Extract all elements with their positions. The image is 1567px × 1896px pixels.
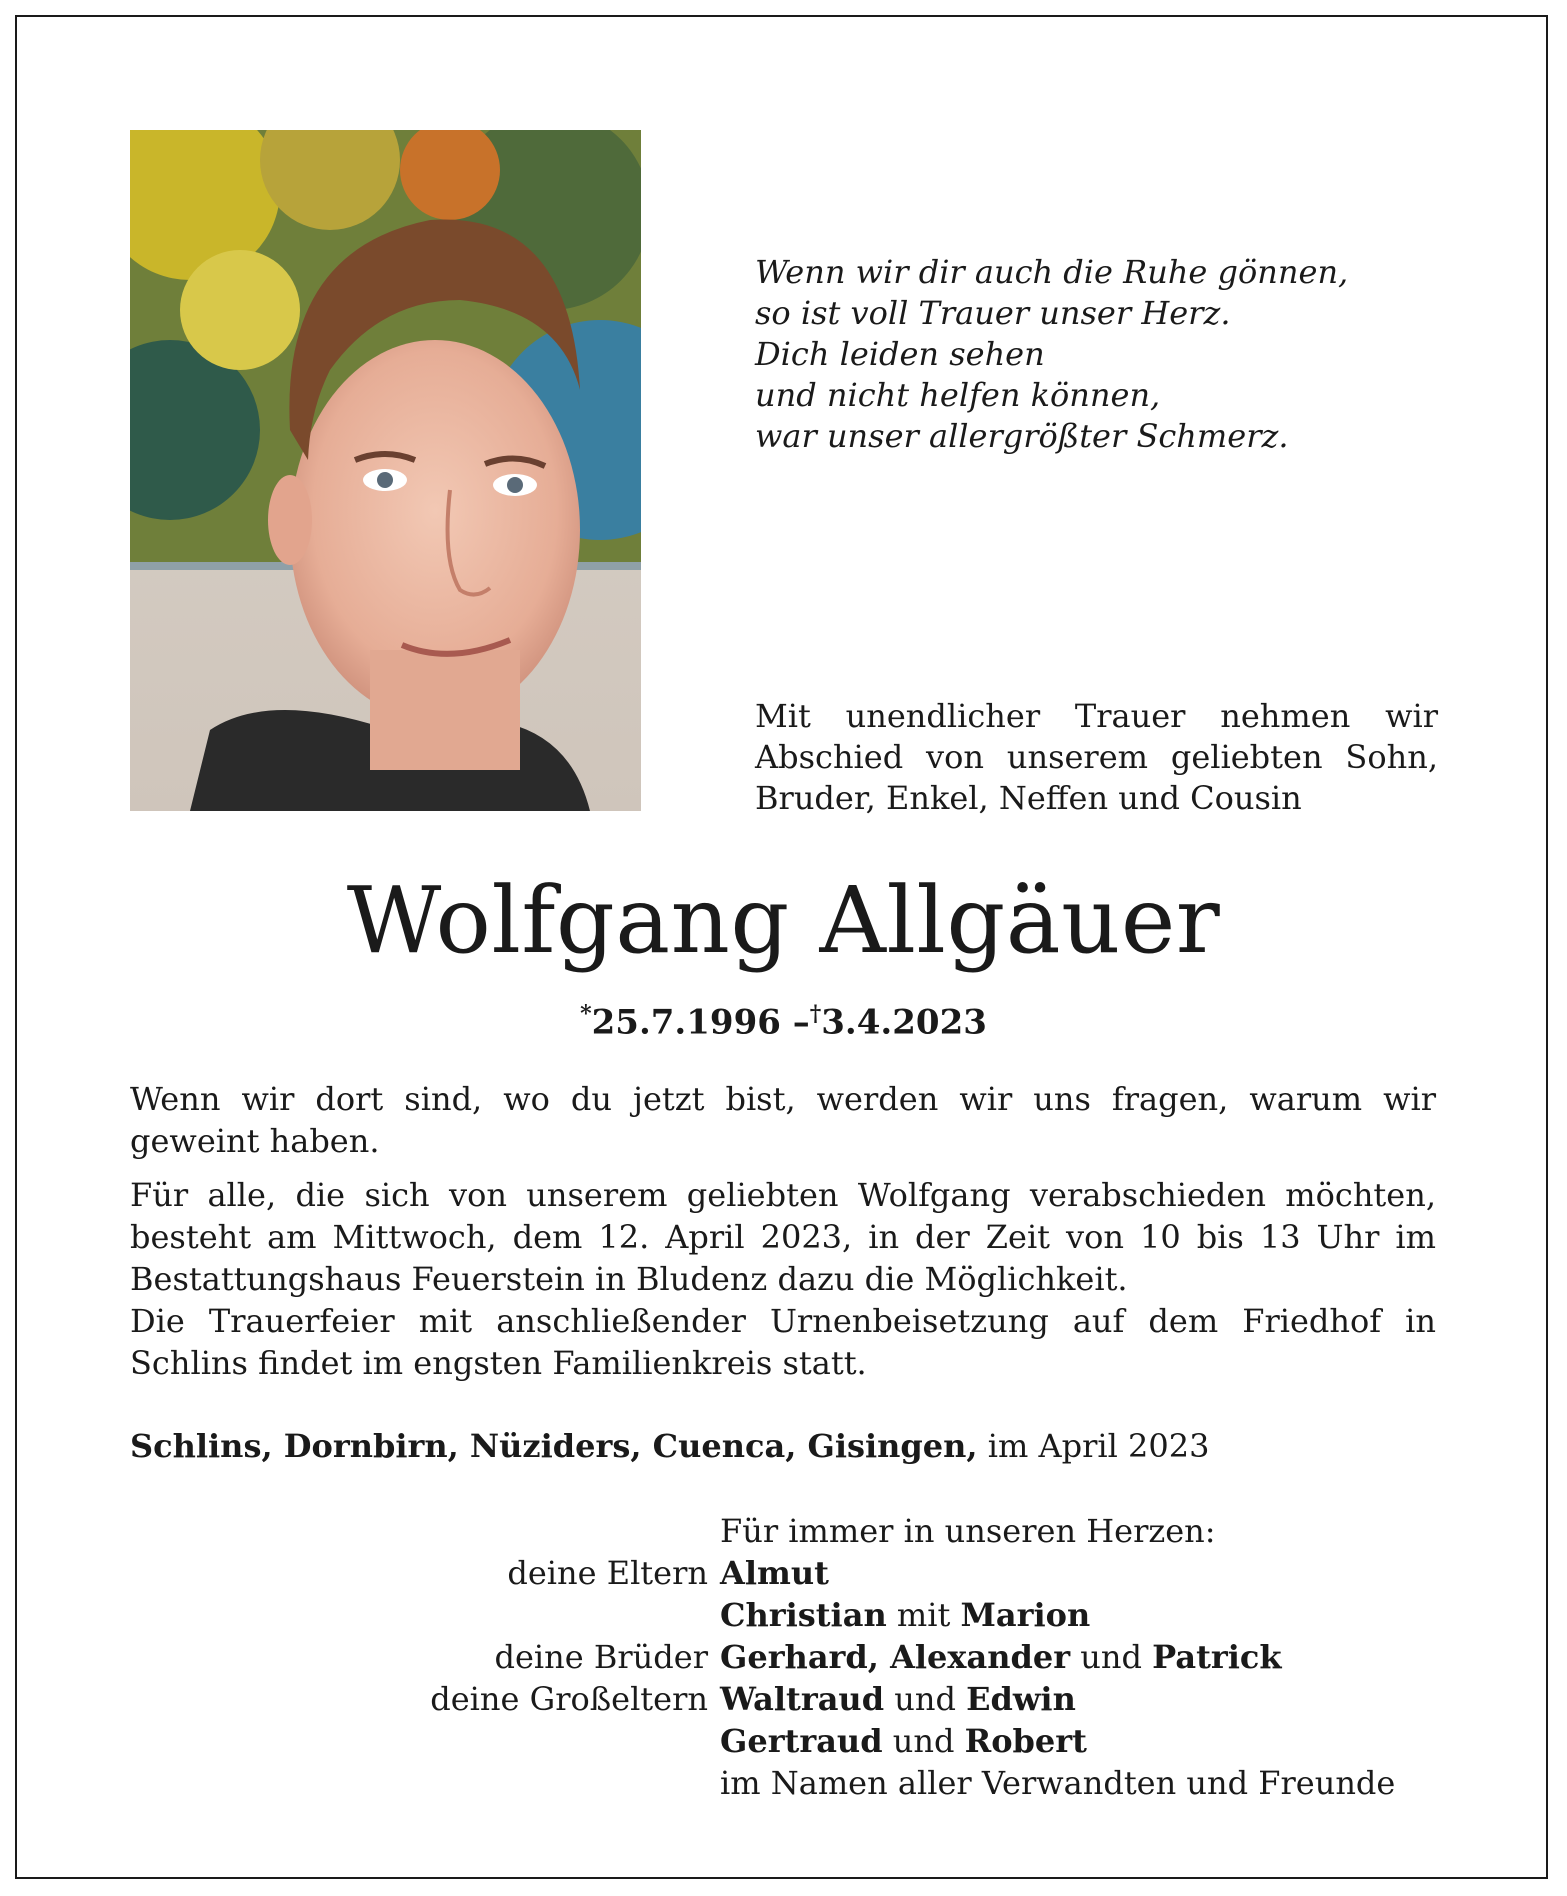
connector-text: und (884, 1680, 967, 1718)
birth-date: 25.7.1996 – (591, 1002, 810, 1043)
poem-line: Wenn wir dir auch die Ruhe gönnen, (755, 253, 1349, 291)
death-symbol: † (809, 1001, 822, 1027)
paragraph-line: geweint haben. (130, 1122, 380, 1160)
paragraph-line: Die Trauerfeier mit anschließender Urnenbeisetzung auf dem Friedhof in (130, 1302, 1436, 1340)
mourner-names (720, 1762, 1436, 1804)
paragraph-ceremony (130, 1174, 1436, 1384)
paragraph-quote (130, 1078, 1436, 1162)
portrait-photo (130, 130, 641, 811)
mourner-name: Gerhard, Alexander (720, 1638, 1071, 1676)
mourner-names (720, 1594, 1436, 1636)
signature-rows (130, 1552, 1436, 1804)
mourner-name: Gertraud (720, 1722, 883, 1760)
paragraph-line: Schlins findet im engsten Familienkreis statt. (130, 1344, 867, 1382)
paragraph-line: besteht am Mittwoch, dem 12. April 2023, in der Zeit von 10 bis 13 Uhr im (130, 1218, 1436, 1256)
signature-row (130, 1636, 1436, 1678)
connector-text: und (1070, 1638, 1153, 1676)
connector-text: und (882, 1722, 965, 1760)
paragraph-line: Wenn wir dort sind, wo du jetzt bist, werden wir uns fragen, warum wir (130, 1080, 1436, 1118)
signature-row (130, 1678, 1436, 1720)
relation-label: deine Brüder (494, 1638, 708, 1676)
life-dates (0, 994, 1567, 1042)
portrait-photo-graphic (130, 130, 641, 811)
mourner-names (720, 1636, 1436, 1678)
paragraph-line: Bestattungshaus Feuerstein in Bludenz dazu die Möglichkeit. (130, 1260, 1128, 1298)
relation-label (130, 1594, 720, 1636)
signature-row (130, 1762, 1436, 1804)
relation-label: deine Eltern (507, 1554, 708, 1592)
mourner-name: Almut (720, 1554, 829, 1592)
mourners-signature (130, 1510, 1436, 1804)
mourner-name: Patrick (1152, 1638, 1282, 1676)
poem-line: Dich leiden sehen (755, 335, 1045, 373)
paragraph-line: Für alle, die sich von unserem geliebten Wolfgang verabschieden möchten, (130, 1176, 1436, 1214)
relation-label: deine Großeltern (430, 1680, 708, 1718)
signature-row (130, 1552, 1436, 1594)
farewell-intro (755, 696, 1438, 819)
mourner-name: Waltraud (720, 1680, 885, 1718)
notice-date: im April 2023 (977, 1427, 1210, 1465)
intro-line: Abschied von unserem geliebten Sohn, (755, 738, 1438, 776)
mourner-name: Robert (964, 1722, 1087, 1760)
signature-row (130, 1720, 1436, 1762)
connector-text: mit (886, 1596, 961, 1634)
places-and-date (130, 1425, 1209, 1467)
intro-line: Bruder, Enkel, Neffen und Cousin (755, 779, 1302, 817)
connector-text: im Namen aller Verwandten und Freunde (720, 1764, 1396, 1802)
mourner-name: Marion (960, 1596, 1091, 1634)
relation-label (130, 1762, 720, 1804)
mourner-names (720, 1552, 1436, 1594)
memorial-poem (755, 252, 1348, 457)
deceased-name: Wolfgang Allgäuer (346, 867, 1221, 974)
mourner-names (720, 1720, 1436, 1762)
poem-line: so ist voll Trauer unser Herz. (755, 294, 1231, 332)
birth-symbol: * (580, 1001, 592, 1027)
relation-label (130, 1720, 720, 1762)
intro-line: Mit unendlicher Trauer nehmen wir (755, 697, 1438, 735)
signature-row (130, 1594, 1436, 1636)
signature-heading: Für immer in unseren Herzen: (720, 1512, 1216, 1550)
places-list: Schlins, Dornbirn, Nüziders, Cuenca, Gisingen, (130, 1427, 978, 1465)
death-date: 3.4.2023 (821, 1002, 987, 1043)
mourner-name: Christian (720, 1596, 887, 1634)
mourner-names (720, 1678, 1436, 1720)
mourner-name: Edwin (966, 1680, 1076, 1718)
poem-line: und nicht helfen können, (755, 376, 1161, 414)
poem-line: war unser allergrößter Schmerz. (755, 417, 1289, 455)
